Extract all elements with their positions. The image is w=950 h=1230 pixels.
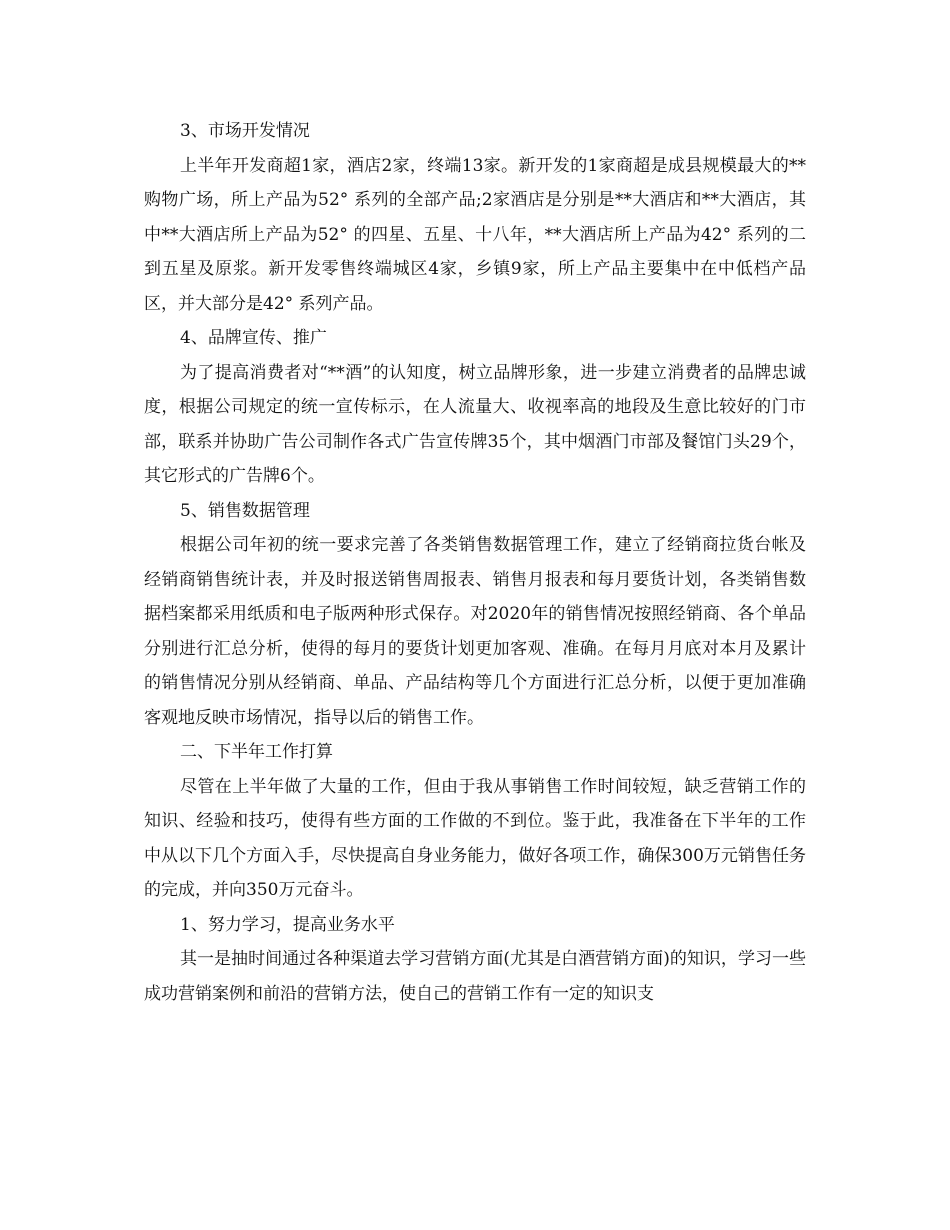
section-heading-brand-promotion: 4、品牌宣传、推广 xyxy=(180,328,327,348)
document-body xyxy=(144,114,806,1011)
paragraph-study: 其一是抽时间通过各种渠道去学习营销方面(尤其是白酒营销方面)的知识，学习一些成功营销案例和前沿的营销方法，使自己的营销工作有一定的知识支 xyxy=(144,949,806,1004)
paragraph-second-half-plan: 尽管在上半年做了大量的工作，但由于我从事销售工作时间较短，缺乏营销工作的知识、经验和技巧，使得有些方面的工作做的不到位。鉴于此，我准备在下半年的工作中从以下几个方面入手，尽快提高自身业务能力，做好各项工作，确保300万元销售任务的完成，并向350万元奋斗。 xyxy=(144,776,806,900)
paragraph-brand-promotion: 为了提高消费者对“**酒”的认知度，树立品牌形象，进一步建立消费者的品牌忠诚度，根据公司规定的统一宣传标示，在人流量大、收视率高的地段及生意比较好的门市部，联系并协助广告公司制作各式广告宣传牌35个，其中烟酒门市部及餐馆门头29个，其它形式的广告牌6个。 xyxy=(144,362,806,486)
paragraph-market-development: 上半年开发商超1家，酒店2家，终端13家。新开发的1家商超是成县规模最大的**购物广场，所上产品为52° 系列的全部产品;2家酒店是分别是**大酒店和**大酒店，其中**大酒店所上产品为52° 的四星、五星、十八年，**大酒店所上产品为42° 系列的二到五星及原浆。新开发零售终端城区4家，乡镇9家，所上产品主要集中在中低档产品区，并大部分是42° 系列产品。 xyxy=(144,155,806,314)
section-heading-market-development: 3、市场开发情况 xyxy=(180,121,310,141)
section-heading-sales-data: 5、销售数据管理 xyxy=(180,500,310,521)
section-heading-second-half-plan: 二、下半年工作打算 xyxy=(180,742,333,762)
section-heading-study: 1、努力学习，提高业务水平 xyxy=(180,914,395,935)
paragraph-sales-data: 根据公司年初的统一要求完善了各类销售数据管理工作，建立了经销商拉货台帐及经销商销售统计表，并及时报送销售周报表、销售月报表和每月要货计划，各类销售数据档案都采用纸质和电子版两种形式保存。对2020年的销售情况按照经销商、各个单品分别进行汇总分析，使得的每月的要货计划更加客观、准确。在每月月底对本月及累计的销售情况分别从经销商、单品、产品结构等几个方面进行汇总分析，以便于更加准确客观地反映市场情况，指导以后的销售工作。 xyxy=(144,535,806,728)
